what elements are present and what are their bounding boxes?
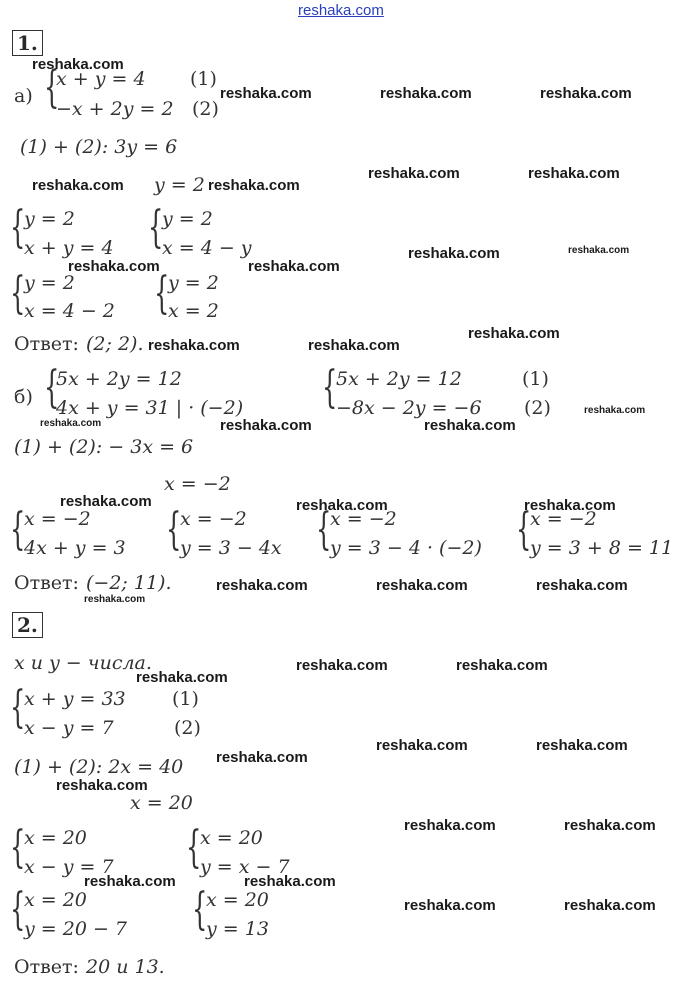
- brace: {: [316, 504, 332, 555]
- watermark: reshaka.com: [248, 258, 340, 275]
- sys-b1-line2: 4x + y = 3: [24, 537, 126, 559]
- tag-b-2: (2): [524, 397, 551, 419]
- eq-2-1: x + y = 33: [24, 688, 126, 710]
- brace: {: [10, 884, 26, 935]
- watermark: reshaka.com: [584, 405, 646, 416]
- sys-b1-line1: x = −2: [24, 508, 91, 530]
- tag-2-1: (1): [172, 688, 199, 710]
- watermark: reshaka.com: [244, 873, 336, 890]
- brace: {: [154, 268, 170, 319]
- sum-2: (1) + (2): 2x = 40: [14, 756, 184, 778]
- brace: {: [148, 202, 164, 253]
- problem-2-number: 2.: [12, 612, 43, 638]
- watermark: reshaka.com: [148, 337, 240, 354]
- sys-2-2-line1: x = 20: [200, 827, 263, 849]
- tag-b-1: (1): [522, 368, 549, 390]
- sys-a2-line2: x = 4 − y: [162, 237, 252, 259]
- answer-b: (−2; 11).: [86, 572, 172, 594]
- tag-1: (1): [190, 68, 217, 90]
- sys-a4-line2: x = 2: [168, 300, 219, 322]
- watermark: reshaka.com: [536, 577, 628, 594]
- sys-2-3-line2: y = 20 − 7: [24, 918, 127, 940]
- brace: {: [10, 504, 26, 555]
- x-solution-2: x = 20: [130, 792, 193, 814]
- watermark: reshaka.com: [568, 245, 630, 256]
- sys-b4-line2: y = 3 + 8 = 11: [530, 537, 674, 559]
- sys-a3-line2: x = 4 − 2: [24, 300, 115, 322]
- sum-b: (1) + (2): − 3x = 6: [14, 436, 194, 458]
- watermark: reshaka.com: [220, 85, 312, 102]
- answer-a-label: Ответ:: [14, 333, 79, 355]
- brace: {: [10, 268, 26, 319]
- watermark: reshaka.com: [208, 177, 300, 194]
- tag-2: (2): [192, 98, 219, 120]
- sys-2-3-line1: x = 20: [24, 889, 87, 911]
- eq-b2-2: −8x − 2y = −6: [336, 397, 482, 419]
- watermark: reshaka.com: [468, 325, 560, 342]
- watermark: reshaka.com: [376, 737, 468, 754]
- sys-2-1-line2: x − y = 7: [24, 856, 114, 878]
- problem-2-intro: x и y − числа.: [14, 652, 152, 674]
- part-a-label: а): [14, 85, 33, 107]
- sys-2-2-line2: y = x − 7: [200, 856, 290, 878]
- eq-b2-1: 5x + 2y = 12: [336, 368, 462, 390]
- brace: {: [166, 504, 182, 555]
- eq-b-1: 5x + 2y = 12: [56, 368, 182, 390]
- eq-b-2: 4x + y = 31 | · (−2): [56, 397, 244, 419]
- sys-a1-line2: x + y = 4: [24, 237, 114, 259]
- watermark: reshaka.com: [424, 417, 516, 434]
- brace: {: [10, 682, 26, 733]
- watermark: reshaka.com: [536, 737, 628, 754]
- x-solution-b: x = −2: [164, 473, 231, 495]
- sys-a3-line1: y = 2: [24, 272, 75, 294]
- brace: {: [44, 362, 60, 413]
- tag-2-2: (2): [174, 717, 201, 739]
- watermark: reshaka.com: [68, 258, 160, 275]
- brace: {: [192, 884, 208, 935]
- watermark: reshaka.com: [404, 897, 496, 914]
- watermark: reshaka.com: [60, 493, 152, 510]
- watermark: reshaka.com: [404, 817, 496, 834]
- watermark: reshaka.com: [296, 497, 388, 514]
- watermark: reshaka.com: [308, 337, 400, 354]
- brace: {: [322, 362, 338, 413]
- sys-b2-line1: x = −2: [180, 508, 247, 530]
- sys-a1-line1: y = 2: [24, 208, 75, 230]
- answer-a: (2; 2).: [86, 333, 144, 355]
- watermark: reshaka.com: [564, 817, 656, 834]
- sys-b3-line1: x = −2: [330, 508, 397, 530]
- watermark: reshaka.com: [56, 777, 148, 794]
- brace: {: [186, 822, 202, 873]
- watermark: reshaka.com: [540, 85, 632, 102]
- watermark: reshaka.com: [564, 897, 656, 914]
- watermark: reshaka.com: [136, 669, 228, 686]
- watermark: reshaka.com: [368, 165, 460, 182]
- watermark: reshaka.com: [528, 165, 620, 182]
- sys-a2-line1: y = 2: [162, 208, 213, 230]
- answer-2: 20 и 13.: [86, 956, 165, 978]
- watermark: reshaka.com: [40, 418, 102, 429]
- watermark: reshaka.com: [380, 85, 472, 102]
- sys-a4-line1: y = 2: [168, 272, 219, 294]
- sum-a: (1) + (2): 3y = 6: [20, 136, 178, 158]
- sys-2-1-line1: x = 20: [24, 827, 87, 849]
- part-b-label: б): [14, 386, 33, 408]
- y-solution-a: y = 2: [154, 174, 205, 196]
- watermark: reshaka.com: [296, 657, 388, 674]
- answer-b-label: Ответ:: [14, 572, 79, 594]
- sys-2-4-line1: x = 20: [206, 889, 269, 911]
- sys-2-4-line2: y = 13: [206, 918, 269, 940]
- sys-b4-line1: x = −2: [530, 508, 597, 530]
- watermark: reshaka.com: [220, 417, 312, 434]
- eq-a-2: −x + 2y = 2: [56, 98, 174, 120]
- watermark: reshaka.com: [524, 497, 616, 514]
- watermark: reshaka.com: [408, 245, 500, 262]
- watermark: reshaka.com: [32, 56, 124, 73]
- eq-a-1: x + y = 4: [56, 68, 146, 90]
- site-watermark-top: reshaka.com: [298, 2, 384, 19]
- brace: {: [44, 62, 60, 113]
- watermark: reshaka.com: [376, 577, 468, 594]
- watermark: reshaka.com: [456, 657, 548, 674]
- watermark: reshaka.com: [32, 177, 124, 194]
- watermark: reshaka.com: [216, 749, 308, 766]
- watermark: reshaka.com: [84, 594, 146, 605]
- watermark: reshaka.com: [216, 577, 308, 594]
- answer-2-label: Ответ:: [14, 956, 79, 978]
- eq-2-2: x − y = 7: [24, 717, 114, 739]
- sys-b3-line2: y = 3 − 4 · (−2): [330, 537, 482, 559]
- watermark: reshaka.com: [84, 873, 176, 890]
- brace: {: [10, 822, 26, 873]
- brace: {: [516, 504, 532, 555]
- brace: {: [10, 202, 26, 253]
- sys-b2-line2: y = 3 − 4x: [180, 537, 282, 559]
- problem-1-number: 1.: [12, 30, 43, 56]
